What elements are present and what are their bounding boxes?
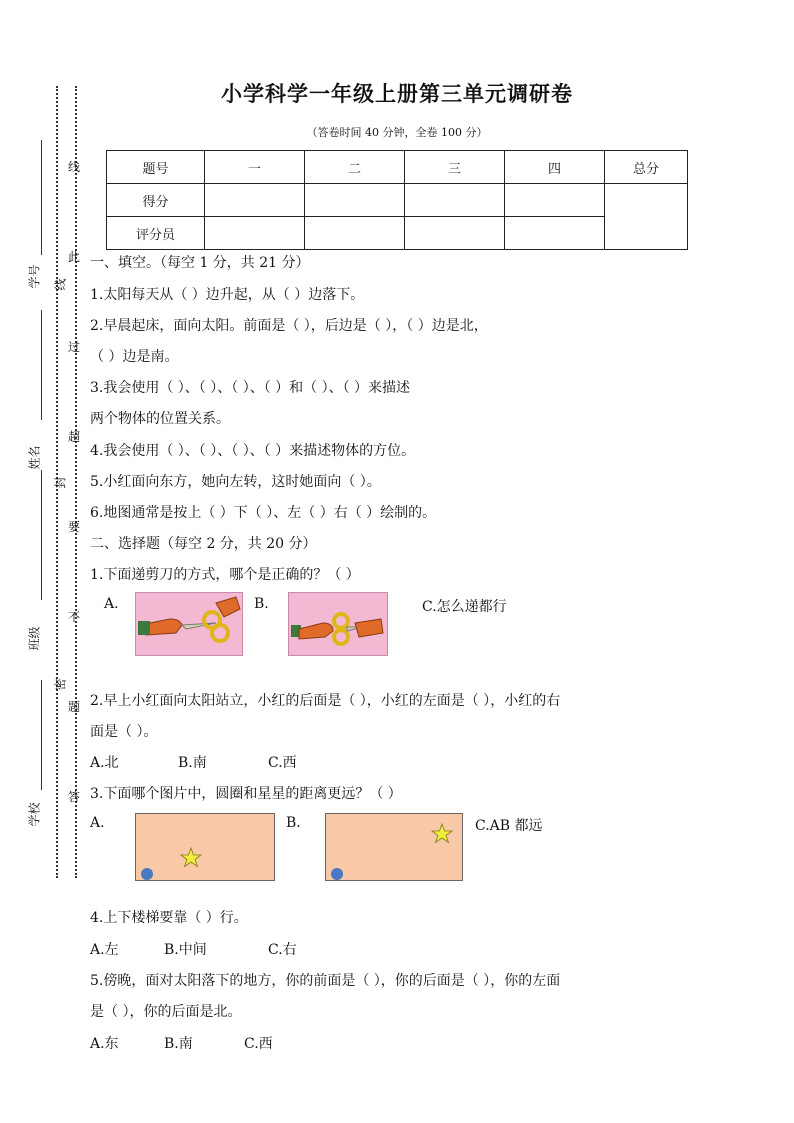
q2-5-option-a[interactable]: A.东 <box>90 1036 119 1052</box>
picture-b <box>325 813 463 881</box>
inner-char-1: 线 <box>68 160 81 174</box>
blank-name-line <box>41 310 42 420</box>
margin-char-line: 线 <box>53 278 68 291</box>
q2-2-option-b[interactable]: B.南 <box>178 755 207 771</box>
q2-5-cont: 是（ ），你的后面是北。 <box>90 1004 242 1020</box>
page-subtitle: （答卷时间 40 分钟，全卷 100 分） <box>306 126 488 139</box>
circle-star-a-icon <box>136 814 274 880</box>
q1-4-text: 4.我会使用（ ）、（ ）、（ ）、（ ）来描述物体的方位。 <box>90 443 416 459</box>
section1-heading: 一、填空。（每空 1 分，共 21 分） <box>90 255 310 271</box>
margin-char-seal: 封 <box>53 476 68 489</box>
q2-2-text: 2.早上小红面向太阳站立，小红的后面是（ ），小红的左面是（ ），小红的右 <box>90 693 561 709</box>
label-school: 学校 <box>27 802 42 827</box>
q1-1-text: 1.太阳每天从（ ）边升起，从（ ）边落下。 <box>90 287 365 303</box>
score-table <box>106 150 688 250</box>
scissors-image-b <box>288 592 388 656</box>
q2-3-option-a[interactable]: A. <box>90 815 105 831</box>
blank-class-line <box>41 470 42 600</box>
scissors-handover-b-icon <box>289 593 387 655</box>
q2-4-option-a[interactable]: A.左 <box>90 942 119 958</box>
inner-char-2: 此 <box>68 250 81 264</box>
header-cell: 题号 <box>107 151 205 184</box>
inner-char-5: 要 <box>68 520 81 534</box>
total-score-cell[interactable] <box>605 184 688 250</box>
score-table-header-row <box>107 151 688 184</box>
dotted-line-inner <box>75 86 77 878</box>
scissors-image-a <box>135 592 243 656</box>
picture-a <box>135 813 275 881</box>
q2-1-option-c[interactable]: C.怎么递都行 <box>422 599 507 615</box>
q1-6-text: 6.地图通常是按上（ ）下（ ）、左（ ）右（ ）绘制的。 <box>90 505 437 521</box>
row-label: 得分 <box>107 184 205 217</box>
blank-school-line <box>41 680 42 790</box>
score-cell[interactable] <box>405 184 505 217</box>
grader-cell[interactable] <box>205 217 305 250</box>
q1-3-text: 3.我会使用（ ）、（ ）、（ ）、（ ）和（ ）、（ ）来描述 <box>90 380 411 396</box>
q2-2-option-c[interactable]: C.西 <box>268 755 297 771</box>
inner-char-7: 题 <box>68 700 81 714</box>
q2-1-option-a[interactable]: A. <box>104 596 119 612</box>
header-cell: 三 <box>405 151 505 184</box>
label-student-id: 学号 <box>27 264 42 289</box>
q2-5-option-c[interactable]: C.西 <box>244 1036 273 1052</box>
q2-3-option-c[interactable]: C.AB 都远 <box>475 818 543 834</box>
page-title: 小学科学一年级上册第三单元调研卷 <box>221 81 573 106</box>
q2-1-text: 1.下面递剪刀的方式，哪个是正确的？（ ） <box>90 567 360 583</box>
blank-id-line <box>41 140 42 255</box>
score-cell[interactable] <box>205 184 305 217</box>
q1-2-cont: （ ）边是南。 <box>90 349 179 365</box>
margin-char-secret: 密 <box>53 678 68 691</box>
grader-cell[interactable] <box>405 217 505 250</box>
q2-4-text: 4.上下楼梯要靠（ ）行。 <box>90 910 248 926</box>
q2-3-text: 3.下面哪个图片中，圆圈和星星的距离更远？（ ） <box>90 786 402 802</box>
grader-row <box>107 217 688 250</box>
row-label: 评分员 <box>107 217 205 250</box>
inner-char-4: 超 <box>68 430 81 444</box>
grader-cell[interactable] <box>305 217 405 250</box>
q2-4-option-b[interactable]: B.中间 <box>164 942 207 958</box>
q2-2-cont: 面是（ ）。 <box>90 724 158 740</box>
inner-char-3: 过 <box>68 340 81 354</box>
header-cell: 总分 <box>605 151 688 184</box>
grader-cell[interactable] <box>505 217 605 250</box>
score-cell[interactable] <box>305 184 405 217</box>
q2-4-option-c[interactable]: C.右 <box>268 942 297 958</box>
label-name: 姓名 <box>27 445 42 470</box>
q1-2-text: 2.早晨起床，面向太阳。前面是（ ），后边是（ ），（ ）边是北， <box>90 318 488 334</box>
q1-5-text: 5.小红面向东方，她向左转，这时她面向（ ）。 <box>90 474 381 490</box>
score-cell[interactable] <box>505 184 605 217</box>
inner-char-6: 不 <box>68 610 81 624</box>
q2-5-text: 5.傍晚，面对太阳落下的地方，你的前面是（ ），你的后面是（ ），你的左面 <box>90 973 561 989</box>
section2-heading: 二、选择题（每空 2 分，共 20 分） <box>90 536 317 552</box>
header-cell: 二 <box>305 151 405 184</box>
q2-2-option-a[interactable]: A.北 <box>90 755 119 771</box>
inner-char-8: 答 <box>68 790 81 804</box>
circle-star-b-icon <box>326 814 462 880</box>
q2-5-option-b[interactable]: B.南 <box>164 1036 193 1052</box>
header-cell: 一 <box>205 151 305 184</box>
label-class: 班级 <box>27 626 42 651</box>
q1-3-cont: 两个物体的位置关系。 <box>90 411 230 427</box>
q2-1-option-b[interactable]: B. <box>254 596 269 612</box>
q2-3-option-b[interactable]: B. <box>286 815 301 831</box>
scissors-handover-a-icon <box>136 593 242 655</box>
header-cell: 四 <box>505 151 605 184</box>
score-row <box>107 184 688 217</box>
